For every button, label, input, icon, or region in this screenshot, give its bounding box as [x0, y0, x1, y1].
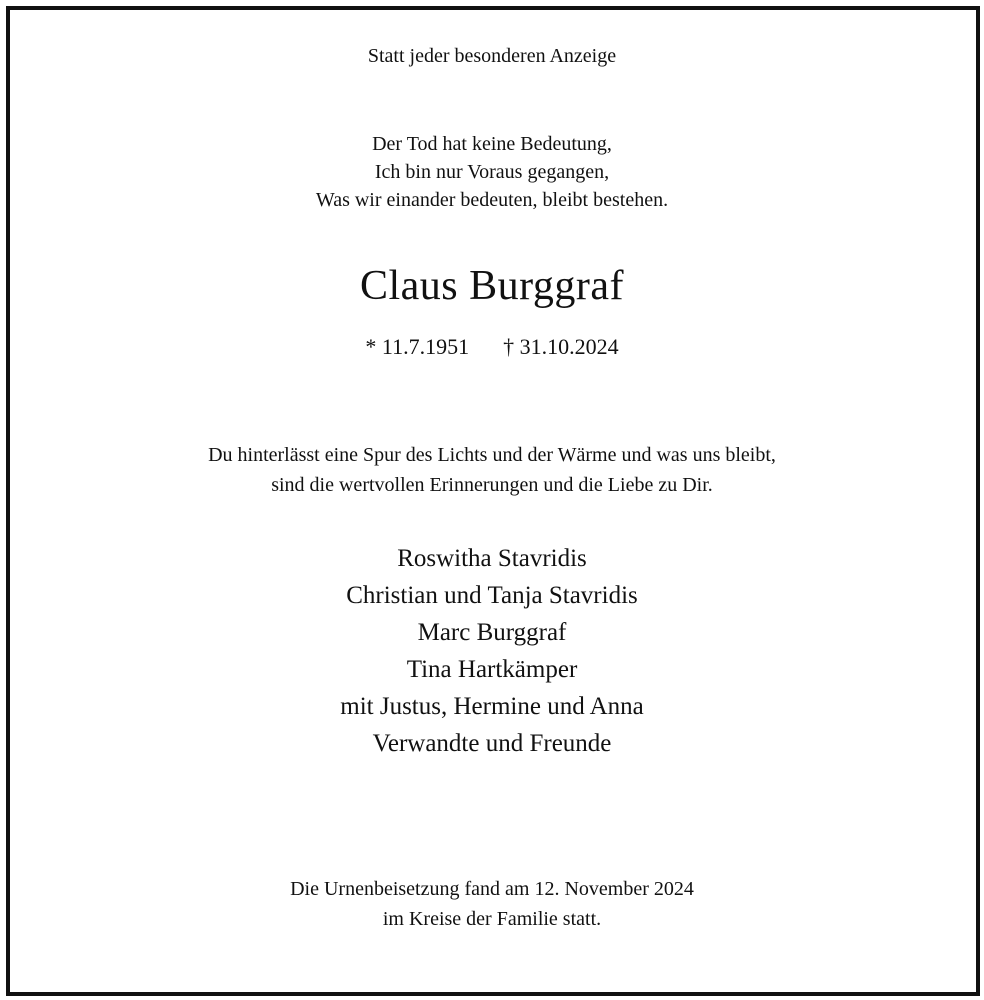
notice-headline: Statt jeder besonderen Anzeige: [367, 45, 617, 67]
life-dates: [0, 334, 984, 360]
birth-date: * 11.7.1951: [365, 334, 470, 359]
burial-line: im Kreise der Familie statt.: [382, 908, 602, 930]
mourner-entry: Christian und Tanja Stavridis: [346, 582, 638, 609]
quote-line: Was wir einander bedeuten, bleibt bestehen.: [315, 189, 669, 211]
tribute-line: Du hinterlässt eine Spur des Lichts und der Wärme und was uns bleibt,: [208, 444, 776, 466]
mourners-list: [0, 540, 984, 762]
tribute-line: sind die wertvollen Erinnerungen und die Liebe zu Dir.: [271, 474, 713, 496]
death-date: † 31.10.2024: [503, 334, 619, 359]
tribute-block: [0, 440, 984, 500]
mourner-entry: Tina Hartkämper: [406, 656, 578, 683]
mourner-entry: mit Justus, Hermine und Anna: [340, 693, 644, 720]
mourner-entry: Roswitha Stavridis: [397, 545, 587, 572]
deceased-name: Claus Burggraf: [359, 263, 625, 309]
mourner-entry: Marc Burggraf: [417, 619, 567, 646]
quote-line: Der Tod hat keine Bedeutung,: [372, 133, 612, 155]
burial-line: Die Urnenbeisetzung fand am 12. November 2024: [290, 878, 694, 900]
burial-note: [0, 874, 984, 934]
quote-line: Ich bin nur Voraus gegangen,: [374, 161, 610, 183]
quote-block: [0, 130, 984, 214]
mourner-entry: Verwandte und Freunde: [372, 730, 612, 757]
